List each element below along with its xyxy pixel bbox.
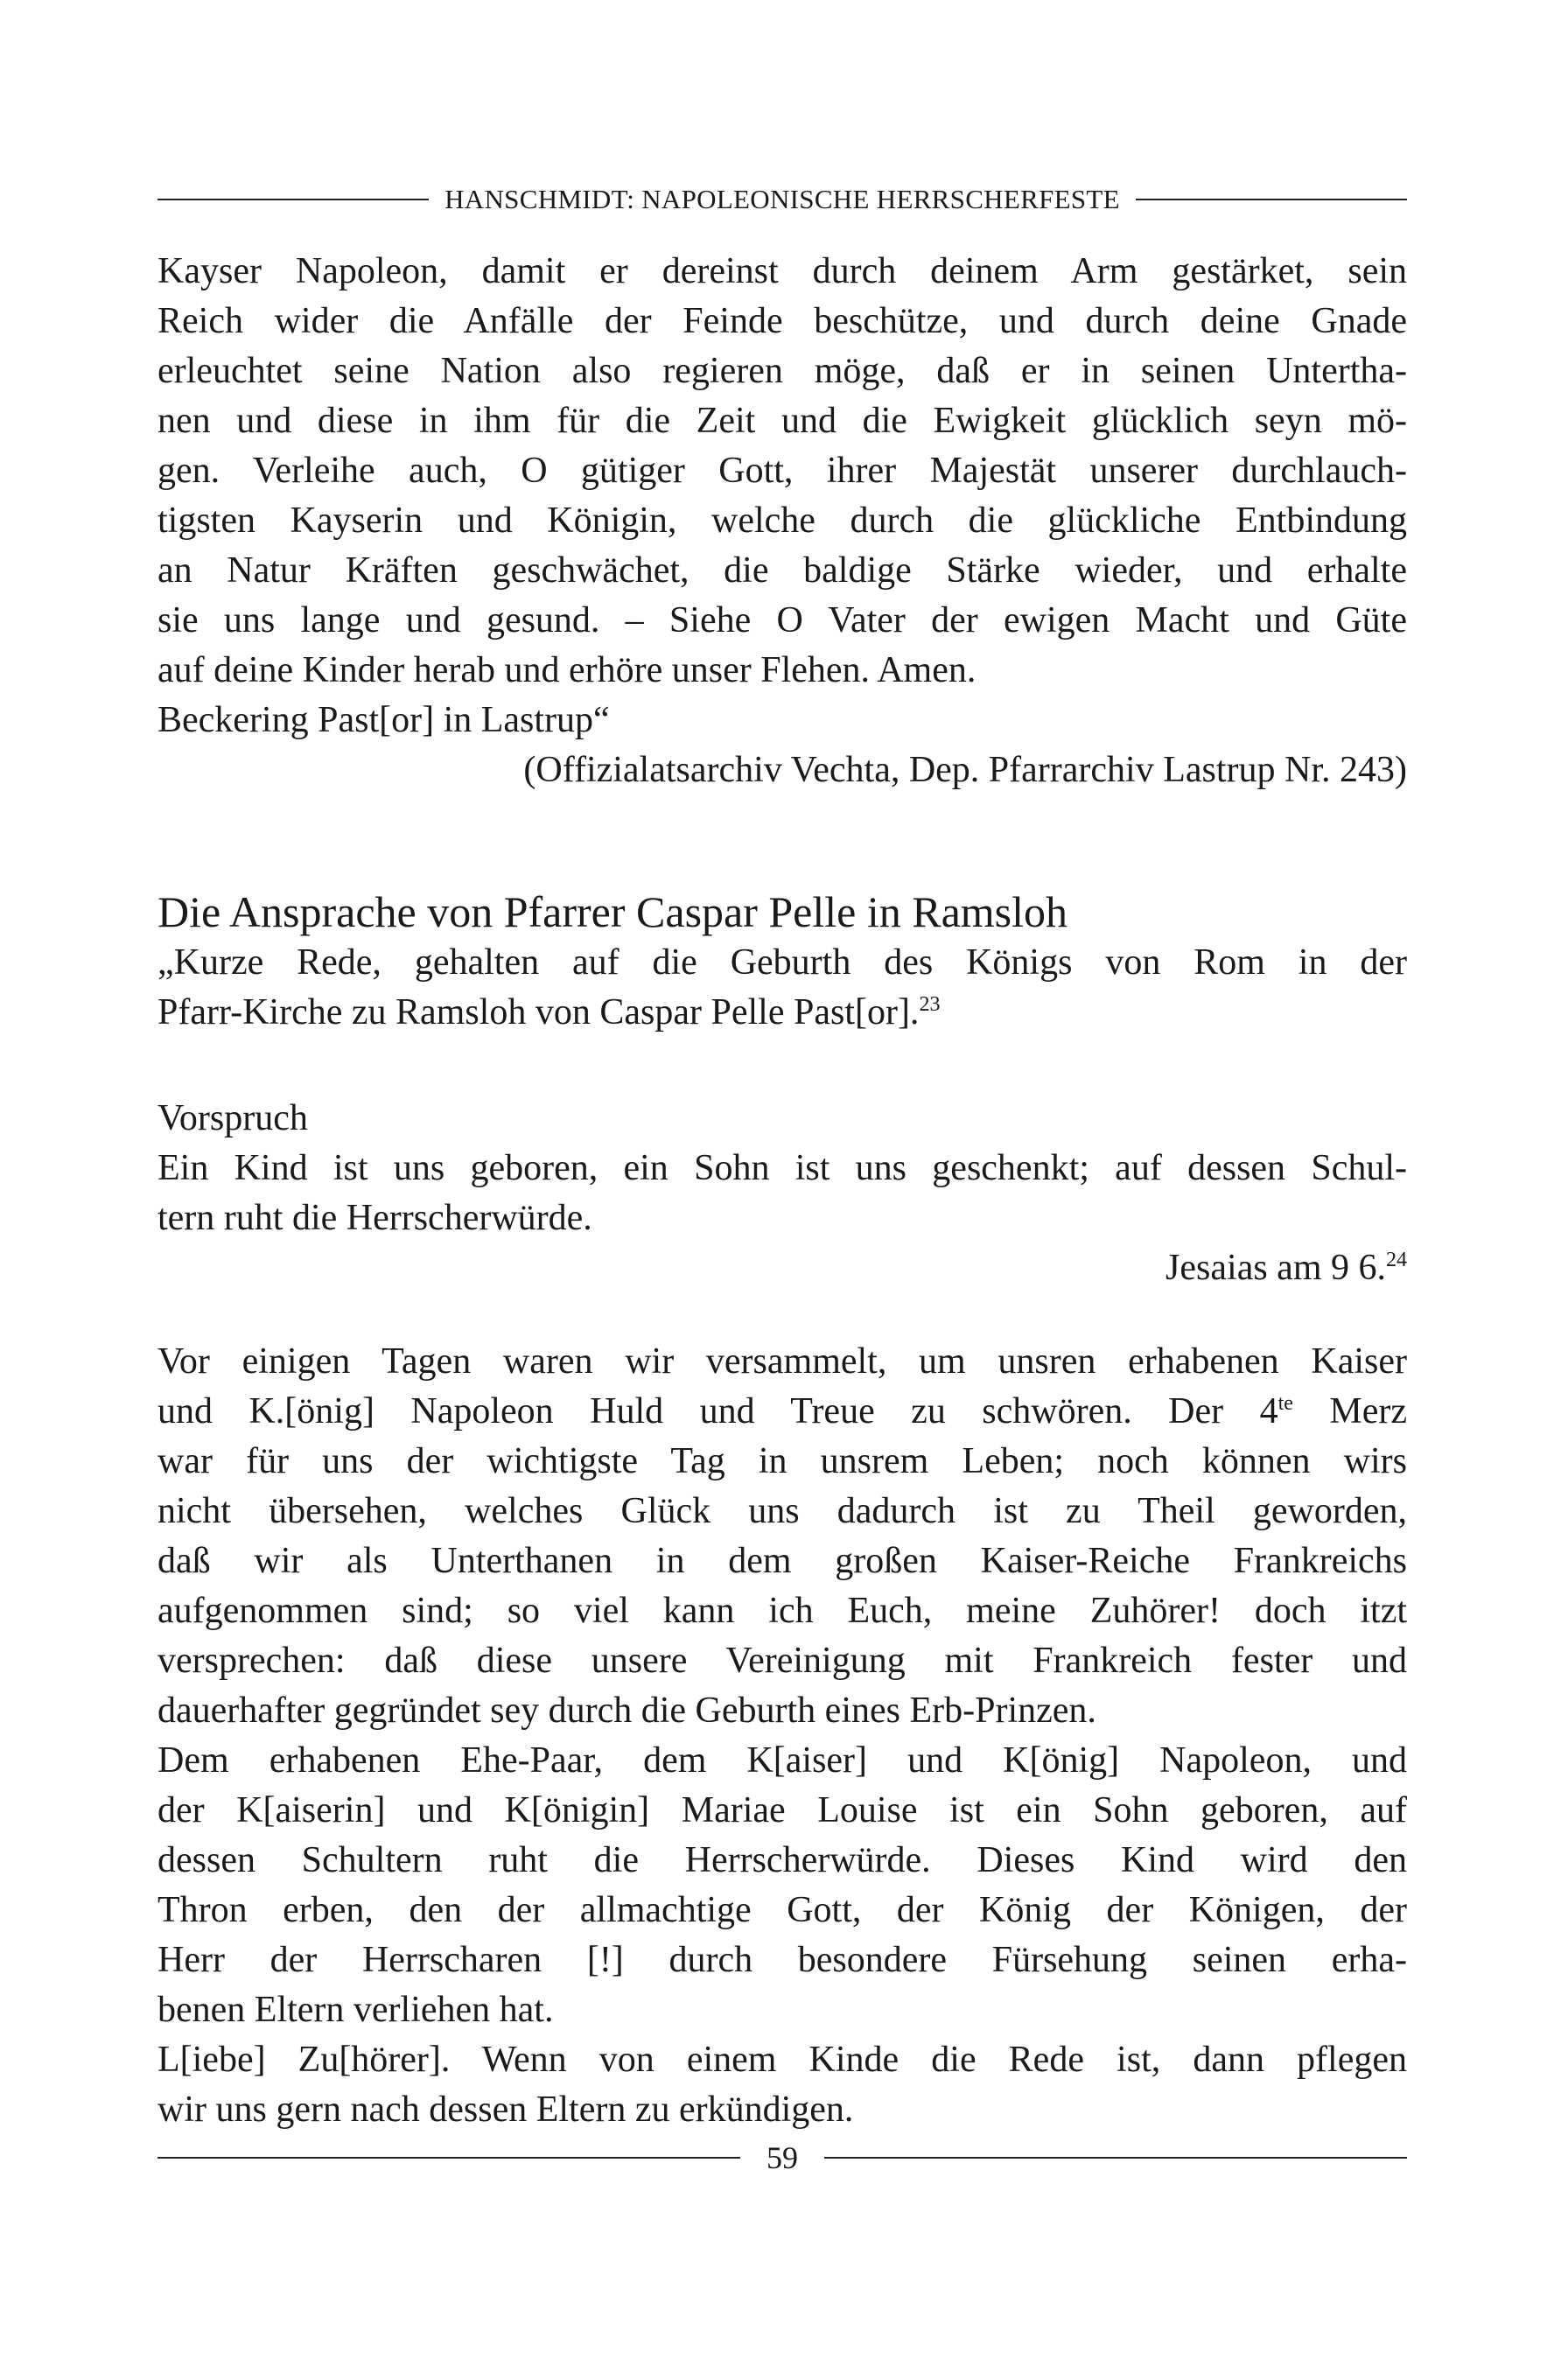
text-line: war für uns der wichtigste Tag in unsrem Leben; noch können wirs [158, 1441, 1407, 1481]
text-line: gen. Verleihe auch, O gütiger Gott, ihrer Majestät unserer durchlauch- [158, 451, 1407, 491]
speech-title [158, 938, 1407, 1038]
prayer-text [158, 247, 1407, 795]
footer-rule-left [158, 2157, 740, 2159]
text-line: nen und diese in ihm für die Zeit und die Ewigkeit glücklich seyn mö- [158, 401, 1407, 441]
text-line: der K[aiserin] und K[önigin] Mariae Louise ist ein Sohn geboren, auf [158, 1790, 1407, 1830]
speech-body [158, 1337, 1407, 2135]
page-number: 59 [766, 2140, 798, 2175]
speech-title-line [158, 988, 1407, 1038]
text-line: aufgenommen sind; so viel kann ich Euch, meine Zuhörer! doch itzt [158, 1591, 1407, 1631]
text-line: tigsten Kayserin und Königin, welche durch die glückliche Entbindung [158, 500, 1407, 541]
motto-line: tern ruht die Herrscherwürde. [158, 1198, 592, 1238]
ordinal-suffix: te [1278, 1392, 1293, 1415]
text-line: versprechen: daß diese unsere Vereinigung mit Frankreich fester und [158, 1641, 1407, 1681]
body-text: Merz [1292, 1391, 1407, 1432]
text-line: nicht übersehen, welches Glück uns dadurch ist zu Theil geworden, [158, 1491, 1407, 1531]
text-line: daß wir als Unterthanen in dem großen Kaiser-Reiche Frankreichs [158, 1541, 1407, 1581]
speech-title-text: Pfarr-Kirche zu Ramsloh von Caspar Pelle Past[or]. [158, 992, 920, 1032]
text-line: L[iebe] Zu[hörer]. Wenn von einem Kinde die Rede ist, dann pflegen [158, 2040, 1407, 2080]
motto-source [158, 1243, 1407, 1293]
footnote-ref: 24 [1386, 1249, 1407, 1271]
motto-source-text: Jesaias am 9 6. [1166, 1248, 1386, 1288]
text-line: Reich wider die Anfälle der Feinde beschütze, und durch deine Gnade [158, 301, 1407, 341]
vorspruch-label: Vorspruch [158, 1098, 308, 1138]
motto [158, 1094, 1407, 1293]
text-line: Herr der Herrscharen [!] durch besondere Fürsehung seinen erha- [158, 1940, 1407, 1980]
motto-line: Ein Kind ist uns geboren, ein Sohn ist uns geschenkt; auf dessen Schul- [158, 1148, 1407, 1188]
text-line: erleuchtet seine Nation also regieren möge, daß er in seinen Untertha- [158, 351, 1407, 391]
text-line: Thron erben, den der allmachtige Gott, der König der Königen, der [158, 1890, 1407, 1930]
footnote-ref: 23 [919, 993, 941, 1016]
running-header [158, 184, 1407, 215]
body-text: und K.[önig] Napoleon Huld und Treue zu schwören. Der 4 [158, 1391, 1278, 1432]
prayer-signature: Beckering Past[or] in Lastrup“ [158, 700, 610, 740]
text-line: dauerhafter gegründet sey durch die Geburth eines Erb-Prinzen. [158, 1690, 1096, 1731]
text-line: an Natur Kräften geschwächet, die baldige Stärke wieder, und erhalte [158, 550, 1407, 591]
body-line: Vor einigen Tagen waren wir versammelt, um unsren erhabenen Kaiser [158, 1341, 1407, 1382]
header-rule-right [1136, 199, 1407, 200]
text-line: Dem erhabenen Ehe-Paar, dem K[aiser] und K[önig] Napoleon, und [158, 1740, 1407, 1781]
running-title: HANSCHMIDT: NAPOLEONISCHE HERRSCHERFESTE [444, 184, 1120, 214]
body-line [158, 1387, 1407, 1437]
header-rule-left [158, 199, 429, 200]
section-heading: Die Ansprache von Pfarrer Caspar Pelle in Ramsloh [158, 887, 1068, 936]
speech-title-line: „Kurze Rede, gehalten auf die Geburth des Königs von Rom in der [158, 942, 1407, 983]
text-line: benen Eltern verliehen hat. [158, 1990, 554, 2030]
footer-rule-right [824, 2157, 1407, 2159]
text-line: Kayser Napoleon, damit er dereinst durch deinem Arm gestärket, sein [158, 251, 1407, 291]
text-line: auf deine Kinder herab und erhöre unser Flehen. Amen. [158, 650, 976, 690]
text-line: dessen Schultern ruht die Herrscherwürde. Dieses Kind wird den [158, 1840, 1407, 1880]
text-line: wir uns gern nach dessen Eltern zu erkündigen. [158, 2090, 854, 2130]
archive-source: (Offizialatsarchiv Vechta, Dep. Pfarrarchiv Lastrup Nr. 243) [523, 750, 1407, 790]
text-line: sie uns lange und gesund. – Siehe O Vater der ewigen Macht und Güte [158, 600, 1407, 640]
page-footer [158, 2139, 1407, 2176]
